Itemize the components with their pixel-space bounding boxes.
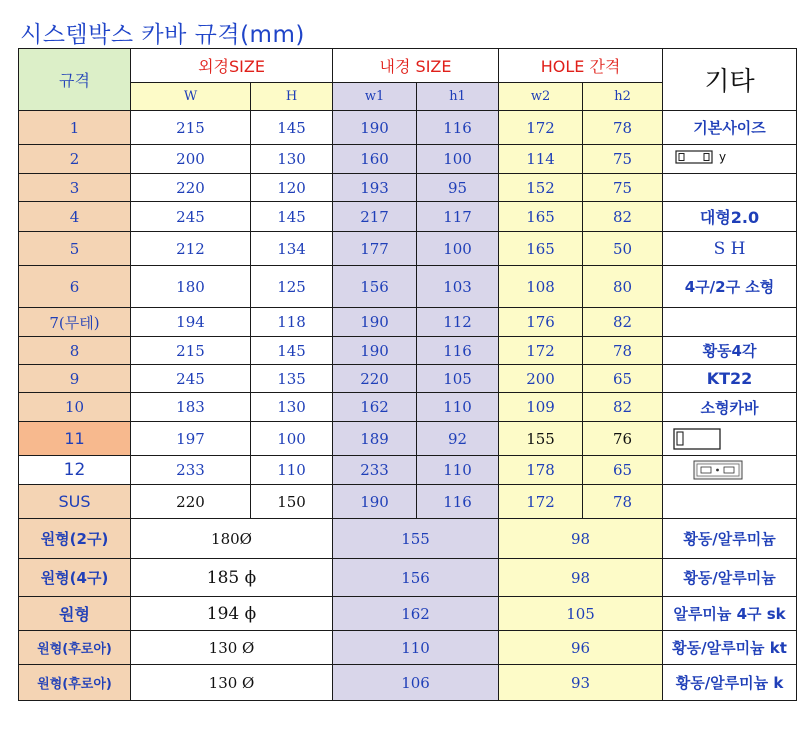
hole-w2: 109: [499, 393, 583, 422]
outer-h: 145: [251, 202, 333, 232]
header-h1: h1: [417, 83, 499, 111]
outer-h: 130: [251, 393, 333, 422]
inner-h1: 103: [417, 266, 499, 308]
hole-spacing: 93: [499, 665, 663, 701]
inner-h1: 112: [417, 308, 499, 337]
hole-spacing: 98: [499, 519, 663, 559]
inner-w1: 217: [333, 202, 417, 232]
header-h2: h2: [583, 83, 663, 111]
inner-w1: 190: [333, 337, 417, 365]
rect-box-icon: [675, 150, 713, 164]
outer-h: 150: [251, 485, 333, 519]
inner-h1: 116: [417, 111, 499, 145]
outer-w: 180: [131, 266, 251, 308]
outer-h: 145: [251, 111, 333, 145]
hole-w2: 172: [499, 111, 583, 145]
table-row: [19, 145, 797, 174]
hole-spacing: 105: [499, 597, 663, 631]
hole-w2: 152: [499, 174, 583, 202]
hole-spacing: 98: [499, 559, 663, 597]
inner-diameter: 106: [333, 665, 499, 701]
spec-name: 10: [19, 393, 131, 422]
etc-note: 기본사이즈: [663, 111, 797, 145]
hole-w2: 200: [499, 365, 583, 393]
page-title: 시스템박스 카바 규격(mm): [20, 22, 305, 48]
hole-h2: 75: [583, 145, 663, 174]
hole-w2: 108: [499, 266, 583, 308]
header-etc: 기타: [663, 49, 797, 111]
hole-h2: 82: [583, 308, 663, 337]
spec-table: [18, 48, 797, 701]
header-outer-size: 외경SIZE: [131, 49, 333, 83]
inner-w1: 233: [333, 456, 417, 485]
spec-name: 4: [19, 202, 131, 232]
outer-diameter: 194 ϕ: [131, 597, 333, 631]
inner-h1: 95: [417, 174, 499, 202]
outer-w: 183: [131, 393, 251, 422]
etc-note: 황동/알루미늄: [663, 519, 797, 559]
table-row: [19, 665, 797, 701]
hole-h2: 78: [583, 111, 663, 145]
inner-h1: 105: [417, 365, 499, 393]
spec-name: 11: [19, 422, 131, 456]
table-row: [19, 266, 797, 308]
etc-note: 황동/알루미늄 k: [663, 665, 797, 701]
hole-h2: 76: [583, 422, 663, 456]
etc-note: 4구/2구 소형: [663, 266, 797, 308]
outer-w: 220: [131, 485, 251, 519]
spec-name: 원형(후로아): [19, 665, 131, 701]
inner-w1: 190: [333, 111, 417, 145]
spec-name: 원형: [19, 597, 131, 631]
etc-note: [663, 174, 797, 202]
spec-name: 1: [19, 111, 131, 145]
inner-w1: 162: [333, 393, 417, 422]
hole-spacing: 96: [499, 631, 663, 665]
hole-h2: 80: [583, 266, 663, 308]
etc-note: 대형2.0: [663, 202, 797, 232]
inner-diameter: 162: [333, 597, 499, 631]
hole-h2: 65: [583, 365, 663, 393]
inner-w1: 177: [333, 232, 417, 266]
outer-h: 118: [251, 308, 333, 337]
spec-name: 9: [19, 365, 131, 393]
header-h: H: [251, 83, 333, 111]
table-row: [19, 174, 797, 202]
outer-w: 194: [131, 308, 251, 337]
table-row: [19, 365, 797, 393]
outer-w: 245: [131, 365, 251, 393]
etc-note-text: y: [719, 150, 727, 164]
spec-name: 3: [19, 174, 131, 202]
table-row: [19, 337, 797, 365]
outer-h: 135: [251, 365, 333, 393]
inner-h1: 92: [417, 422, 499, 456]
spec-name: SUS: [19, 485, 131, 519]
etc-note: [663, 308, 797, 337]
spec-name: 7(무테): [19, 308, 131, 337]
etc-icon-cell: [663, 422, 797, 456]
inner-w1: 156: [333, 266, 417, 308]
hole-w2: 172: [499, 337, 583, 365]
outer-w: 200: [131, 145, 251, 174]
outer-diameter: 130 Ø: [131, 631, 333, 665]
table-row: [19, 422, 797, 456]
hole-w2: 176: [499, 308, 583, 337]
inner-w1: 189: [333, 422, 417, 456]
etc-note: [663, 485, 797, 519]
hole-h2: 50: [583, 232, 663, 266]
etc-icon-cell: [663, 456, 797, 485]
inner-w1: 220: [333, 365, 417, 393]
spec-name: 12: [19, 456, 131, 485]
inner-h1: 116: [417, 337, 499, 365]
spec-name: 5: [19, 232, 131, 266]
outlet-plate-icon: [693, 460, 743, 480]
hole-w2: 155: [499, 422, 583, 456]
hole-w2: 165: [499, 202, 583, 232]
inner-h1: 100: [417, 145, 499, 174]
inner-w1: 190: [333, 485, 417, 519]
outer-h: 130: [251, 145, 333, 174]
outer-w: 215: [131, 337, 251, 365]
outer-w: 245: [131, 202, 251, 232]
outer-w: 233: [131, 456, 251, 485]
header-w: W: [131, 83, 251, 111]
inner-h1: 100: [417, 232, 499, 266]
table-row: [19, 597, 797, 631]
spec-name: 2: [19, 145, 131, 174]
hole-h2: 75: [583, 174, 663, 202]
outer-w: 220: [131, 174, 251, 202]
hole-h2: 78: [583, 485, 663, 519]
table-row: [19, 485, 797, 519]
table-row: [19, 202, 797, 232]
etc-note: 황동/알루미늄 kt: [663, 631, 797, 665]
inner-h1: 117: [417, 202, 499, 232]
outer-h: 100: [251, 422, 333, 456]
etc-note: 황동/알루미늄: [663, 559, 797, 597]
etc-note: 황동4각: [663, 337, 797, 365]
outer-h: 110: [251, 456, 333, 485]
spec-name: 원형(후로아): [19, 631, 131, 665]
hole-w2: 178: [499, 456, 583, 485]
table-row: [19, 631, 797, 665]
outer-w: 212: [131, 232, 251, 266]
outer-h: 134: [251, 232, 333, 266]
hole-h2: 82: [583, 393, 663, 422]
outer-w: 197: [131, 422, 251, 456]
inner-w1: 193: [333, 174, 417, 202]
inner-w1: 160: [333, 145, 417, 174]
header-spec: 규격: [19, 49, 131, 111]
spec-name: 8: [19, 337, 131, 365]
outer-diameter: 180Ø: [131, 519, 333, 559]
outer-h: 120: [251, 174, 333, 202]
hole-w2: 172: [499, 485, 583, 519]
table-row: [19, 519, 797, 559]
outer-diameter: 130 Ø: [131, 665, 333, 701]
outer-h: 125: [251, 266, 333, 308]
outer-diameter: 185 ϕ: [131, 559, 333, 597]
header-inner-size: 내경 SIZE: [333, 49, 499, 83]
hole-w2: 114: [499, 145, 583, 174]
etc-note: KT22: [663, 365, 797, 393]
hole-h2: 78: [583, 337, 663, 365]
hole-w2: 165: [499, 232, 583, 266]
etc-note: [663, 145, 797, 174]
header-w2: w2: [499, 83, 583, 111]
outer-h: 145: [251, 337, 333, 365]
hole-h2: 82: [583, 202, 663, 232]
etc-note: S H: [663, 232, 797, 266]
header-hole-spacing: HOLE 간격: [499, 49, 663, 83]
spec-name: 원형(4구): [19, 559, 131, 597]
inner-diameter: 156: [333, 559, 499, 597]
spec-name: 원형(2구): [19, 519, 131, 559]
inner-h1: 116: [417, 485, 499, 519]
etc-note: 소형카바: [663, 393, 797, 422]
table-row: [19, 232, 797, 266]
spec-name: 6: [19, 266, 131, 308]
switch-plate-icon: [673, 428, 721, 450]
table-row: [19, 456, 797, 485]
hole-h2: 65: [583, 456, 663, 485]
table-row: [19, 559, 797, 597]
table-row: [19, 393, 797, 422]
inner-h1: 110: [417, 456, 499, 485]
outer-w: 215: [131, 111, 251, 145]
etc-note: 알루미늄 4구 sk: [663, 597, 797, 631]
inner-diameter: 110: [333, 631, 499, 665]
inner-diameter: 155: [333, 519, 499, 559]
header-w1: w1: [333, 83, 417, 111]
inner-h1: 110: [417, 393, 499, 422]
table-row: [19, 111, 797, 145]
table-row: [19, 308, 797, 337]
inner-w1: 190: [333, 308, 417, 337]
